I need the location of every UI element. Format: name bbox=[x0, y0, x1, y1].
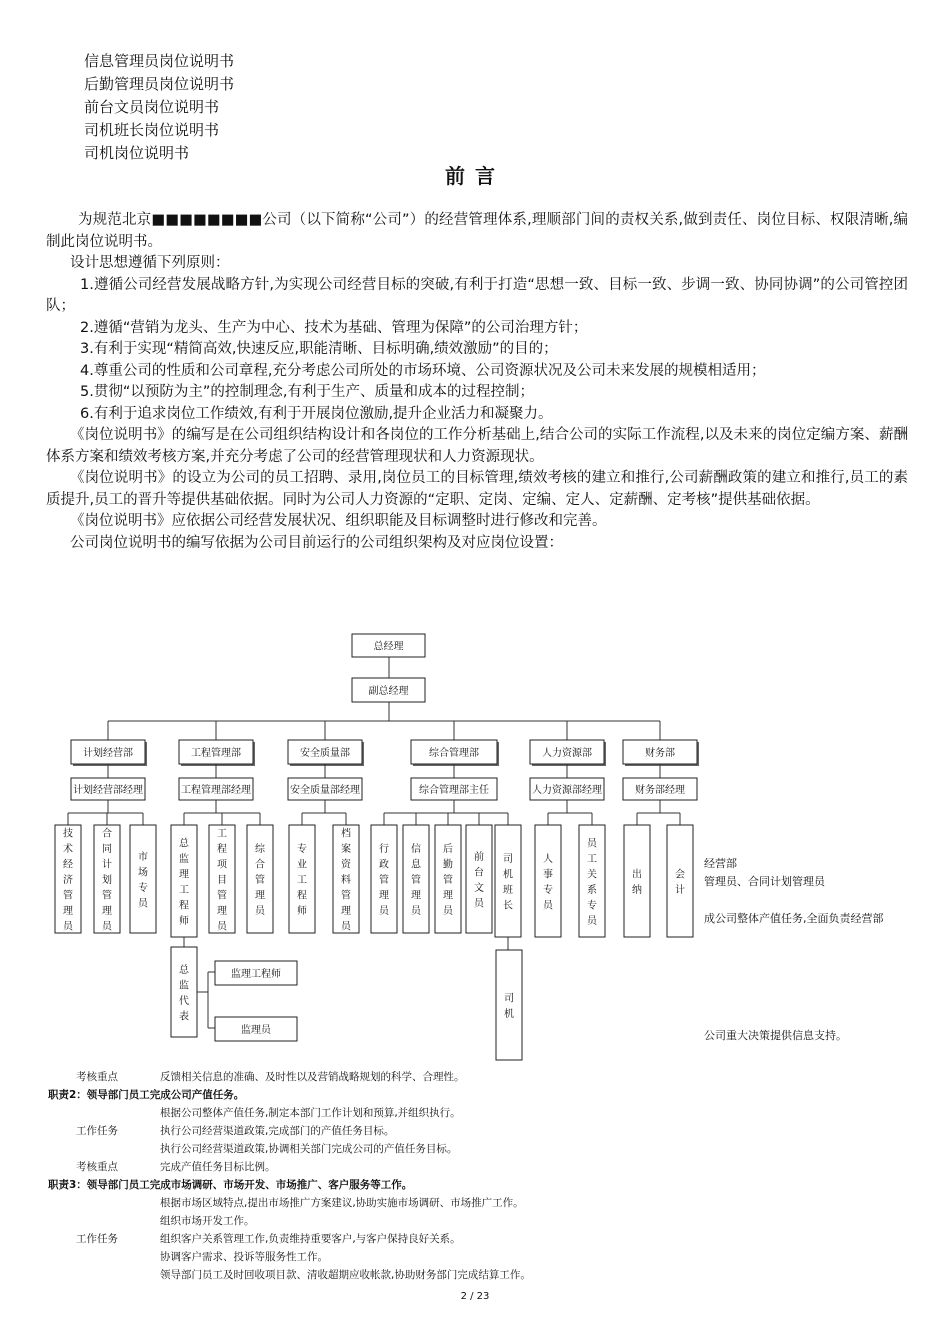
table-row bbox=[48, 1158, 908, 1176]
table-row bbox=[48, 1212, 908, 1230]
org-node-staff bbox=[171, 825, 197, 937]
svg-text:监理员: 监理员 bbox=[241, 1025, 271, 1036]
org-chart bbox=[0, 620, 950, 1065]
org-node-staff bbox=[435, 825, 461, 933]
paragraph: 为规范北京■■■■■■■■公司（以下简称“公司”）的经营管理体系,理顺部门间的责权关系,做到责任、岗位目标、权限清晰,编制此岗位说明书。 bbox=[46, 212, 908, 250]
row-text: 协调客户需求、投诉等服务性工作。 bbox=[160, 1251, 328, 1263]
svg-text:安全质量部经理: 安全质量部经理 bbox=[290, 785, 360, 796]
paragraph: 3.有利于实现“精简高效,快速反应,职能清晰、目标明确,绩效激励”的目的； bbox=[80, 341, 558, 357]
svg-text:市场专员: 市场专员 bbox=[138, 851, 148, 910]
duty-heading: 职责3：领导部门员工完成市场调研、市场开发、市场推广、客户服务等工作。 bbox=[48, 1179, 413, 1191]
svg-text:人力资源部: 人力资源部 bbox=[542, 748, 592, 759]
toc-list bbox=[84, 50, 234, 165]
table-row bbox=[48, 1140, 908, 1158]
svg-text:综合管理部: 综合管理部 bbox=[429, 748, 479, 759]
row-label: 工作任务 bbox=[76, 1233, 118, 1245]
org-node-staff bbox=[535, 825, 561, 937]
row-text: 根据市场区域特点,提出市场推广方案建议,协助实施市场调研、市场推广工作。 bbox=[160, 1197, 524, 1209]
table-row bbox=[48, 1248, 908, 1266]
table-row bbox=[48, 1086, 908, 1104]
svg-text:工程项目管理员: 工程项目管理员 bbox=[217, 828, 227, 933]
org-node-staff bbox=[55, 825, 81, 933]
toc-item[interactable]: 前台文员岗位说明书 bbox=[84, 98, 220, 116]
org-node-driver bbox=[496, 950, 522, 1060]
paragraph: 《岗位说明书》的设立为公司的员工招聘、录用,岗位员工的目标管理,绩效考核的建立和推行,公司薪酬政策的建立和推行,员工的素质提升,员工的晋升等提供基础依据。同时为公司人力资源的“定职、定岗、定编、定人、定薪酬、定考核”提供基础依据。 bbox=[46, 470, 908, 508]
svg-text:人力资源部经理: 人力资源部经理 bbox=[532, 785, 602, 796]
paragraph: 公司岗位说明书的编写依据为公司目前运行的公司组织架构及对应岗位设置： bbox=[70, 534, 563, 551]
org-node-general-manager bbox=[352, 634, 425, 657]
org-node-staff bbox=[209, 825, 235, 933]
duty-table bbox=[48, 1068, 908, 1284]
side-text: 成公司整体产值任务,全面负责经营部 bbox=[704, 912, 884, 925]
row-text: 根据公司整体产值任务,制定本部门工作计划和预算,并组织执行。 bbox=[160, 1107, 461, 1119]
table-row bbox=[48, 1104, 908, 1122]
side-text: 公司重大决策提供信息支持。 bbox=[704, 1029, 847, 1042]
paragraph: 5.贯彻“以预防为主”的控制理念,有利于生产、质量和成本的过程控制； bbox=[80, 384, 534, 400]
row-text: 组织客户关系管理工作,负责维持重要客户,与客户保持良好关系。 bbox=[160, 1233, 461, 1245]
svg-text:前台文员: 前台文员 bbox=[474, 851, 484, 910]
row-label: 考核重点 bbox=[76, 1161, 118, 1173]
org-node-staff bbox=[247, 825, 273, 933]
org-node-staff bbox=[333, 825, 359, 933]
paragraph: 2.遵循“营销为龙头、生产为中心、技术为基础、管理为保障”的公司治理方针； bbox=[80, 319, 588, 336]
org-node-manager bbox=[179, 778, 253, 800]
preface-body bbox=[46, 210, 908, 554]
svg-text:副总经理: 副总经理 bbox=[368, 686, 409, 697]
table-row bbox=[48, 1068, 908, 1086]
org-node-department bbox=[623, 740, 699, 766]
org-node-deputy-chief bbox=[171, 947, 197, 1037]
svg-text:司机班长: 司机班长 bbox=[503, 853, 513, 912]
duty-heading: 职责2：领导部门员工完成公司产值任务。 bbox=[48, 1089, 245, 1101]
paragraph: 1.遵循公司经营发展战略方针,为实现公司经营目标的突破,有利于打造“思想一致、目标一致、步调一致、协同协调”的公司管控团队； bbox=[46, 276, 908, 314]
svg-text:档案资料管理员: 档案资料管理员 bbox=[341, 828, 351, 933]
org-node-staff bbox=[130, 825, 156, 933]
org-node-staff bbox=[94, 825, 120, 933]
org-node-staff bbox=[403, 825, 429, 933]
org-node-deputy-manager bbox=[352, 678, 425, 702]
svg-text:工程管理部: 工程管理部 bbox=[191, 748, 241, 759]
svg-text:出纳: 出纳 bbox=[632, 869, 642, 896]
org-node-staff bbox=[579, 825, 605, 937]
svg-text:人事专员: 人事专员 bbox=[543, 853, 553, 912]
org-node-staff bbox=[667, 825, 693, 937]
org-node-manager bbox=[71, 778, 145, 800]
org-node-supervisor bbox=[215, 1017, 297, 1041]
org-node-manager bbox=[530, 778, 604, 800]
org-node-manager bbox=[623, 778, 697, 800]
row-text: 组织市场开发工作。 bbox=[160, 1215, 255, 1227]
side-text: 管理员、合同计划管理员 bbox=[704, 875, 825, 888]
org-node-staff bbox=[495, 825, 521, 937]
page-number: 2 / 23 bbox=[460, 1291, 490, 1302]
svg-text:安全质量部: 安全质量部 bbox=[300, 748, 350, 759]
svg-text:专业工程师: 专业工程师 bbox=[297, 844, 307, 917]
toc-item[interactable]: 信息管理员岗位说明书 bbox=[84, 52, 235, 70]
org-node-department bbox=[288, 740, 364, 766]
svg-text:司机: 司机 bbox=[504, 993, 514, 1020]
org-node-department bbox=[530, 740, 606, 766]
paragraph: 设计思想遵循下列原则： bbox=[70, 255, 230, 271]
svg-text:行政管理员: 行政管理员 bbox=[379, 844, 389, 917]
svg-text:技术经济管理员: 技术经济管理员 bbox=[63, 828, 73, 933]
org-node-department bbox=[71, 740, 147, 766]
org-node-staff bbox=[371, 825, 397, 933]
table-row bbox=[48, 1266, 908, 1284]
org-node-staff bbox=[624, 825, 650, 937]
side-text: 经营部 bbox=[704, 857, 737, 870]
paragraph: 6.有利于追求岗位工作绩效,有利于开展岗位激励,提升企业活力和凝聚力。 bbox=[80, 405, 553, 422]
svg-text:会计: 会计 bbox=[675, 869, 685, 896]
paragraph: 《岗位说明书》的编写是在公司组织结构设计和各岗位的工作分析基础上,结合公司的实际工作流程,以及未来的岗位定编方案、薪酬体系方案和绩效考核方案,并充分考虑了公司的经营管理现状和人力资源现状。 bbox=[46, 427, 908, 465]
paragraph: 4.尊重公司的性质和公司章程,充分考虑公司所处的市场环境、公司资源状况及公司未来发展的规模相适用； bbox=[80, 362, 766, 379]
svg-text:工程管理部经理: 工程管理部经理 bbox=[181, 785, 251, 796]
svg-text:计划经营部: 计划经营部 bbox=[83, 748, 133, 759]
org-node-manager bbox=[288, 778, 362, 800]
section-title: 前言 bbox=[445, 164, 505, 188]
org-node-department bbox=[179, 740, 255, 766]
svg-text:监理工程师: 监理工程师 bbox=[231, 969, 281, 980]
org-node-supervisor bbox=[215, 961, 297, 985]
toc-item[interactable]: 司机班长岗位说明书 bbox=[84, 121, 220, 139]
org-node-manager bbox=[411, 778, 497, 800]
svg-text:总监代表: 总监代表 bbox=[179, 964, 189, 1023]
org-node-staff bbox=[289, 825, 315, 933]
org-node-department bbox=[411, 740, 499, 766]
svg-text:财务部经理: 财务部经理 bbox=[635, 785, 685, 796]
row-label: 考核重点 bbox=[76, 1071, 118, 1083]
svg-text:总监理工程师: 总监理工程师 bbox=[179, 838, 189, 927]
org-node-staff bbox=[466, 825, 492, 933]
svg-text:综合管理员: 综合管理员 bbox=[255, 844, 265, 917]
svg-text:总经理: 总经理 bbox=[373, 641, 404, 653]
svg-text:员工关系专员: 员工关系专员 bbox=[587, 838, 597, 927]
row-text: 执行公司经营渠道政策,协调相关部门完成公司的产值任务目标。 bbox=[160, 1143, 458, 1155]
svg-text:合同计划管理员: 合同计划管理员 bbox=[102, 828, 112, 933]
toc-item[interactable]: 司机岗位说明书 bbox=[84, 144, 190, 162]
row-text: 反馈相关信息的准确、及时性以及营销战略规划的科学、合理性。 bbox=[160, 1071, 465, 1083]
table-row bbox=[48, 1194, 908, 1212]
svg-text:财务部: 财务部 bbox=[645, 748, 675, 759]
table-row bbox=[48, 1176, 908, 1194]
toc-item[interactable]: 后勤管理员岗位说明书 bbox=[84, 75, 235, 93]
svg-text:计划经营部经理: 计划经营部经理 bbox=[73, 785, 143, 796]
paragraph: 《岗位说明书》应依据公司经营发展状况、组织职能及目标调整时进行修改和完善。 bbox=[70, 513, 607, 529]
svg-text:信息管理员: 信息管理员 bbox=[411, 844, 421, 917]
table-row bbox=[48, 1122, 908, 1140]
row-text: 完成产值任务目标比例。 bbox=[160, 1161, 276, 1173]
svg-text:后勤管理员: 后勤管理员 bbox=[443, 844, 453, 917]
table-row bbox=[48, 1230, 908, 1248]
row-text: 执行公司经营渠道政策,完成部门的产值任务目标。 bbox=[160, 1125, 395, 1137]
row-text: 领导部门员工及时回收项目款、清收超期应收帐款,协助财务部门完成结算工作。 bbox=[160, 1269, 531, 1281]
row-label: 工作任务 bbox=[76, 1125, 118, 1137]
svg-text:综合管理部主任: 综合管理部主任 bbox=[419, 785, 489, 796]
